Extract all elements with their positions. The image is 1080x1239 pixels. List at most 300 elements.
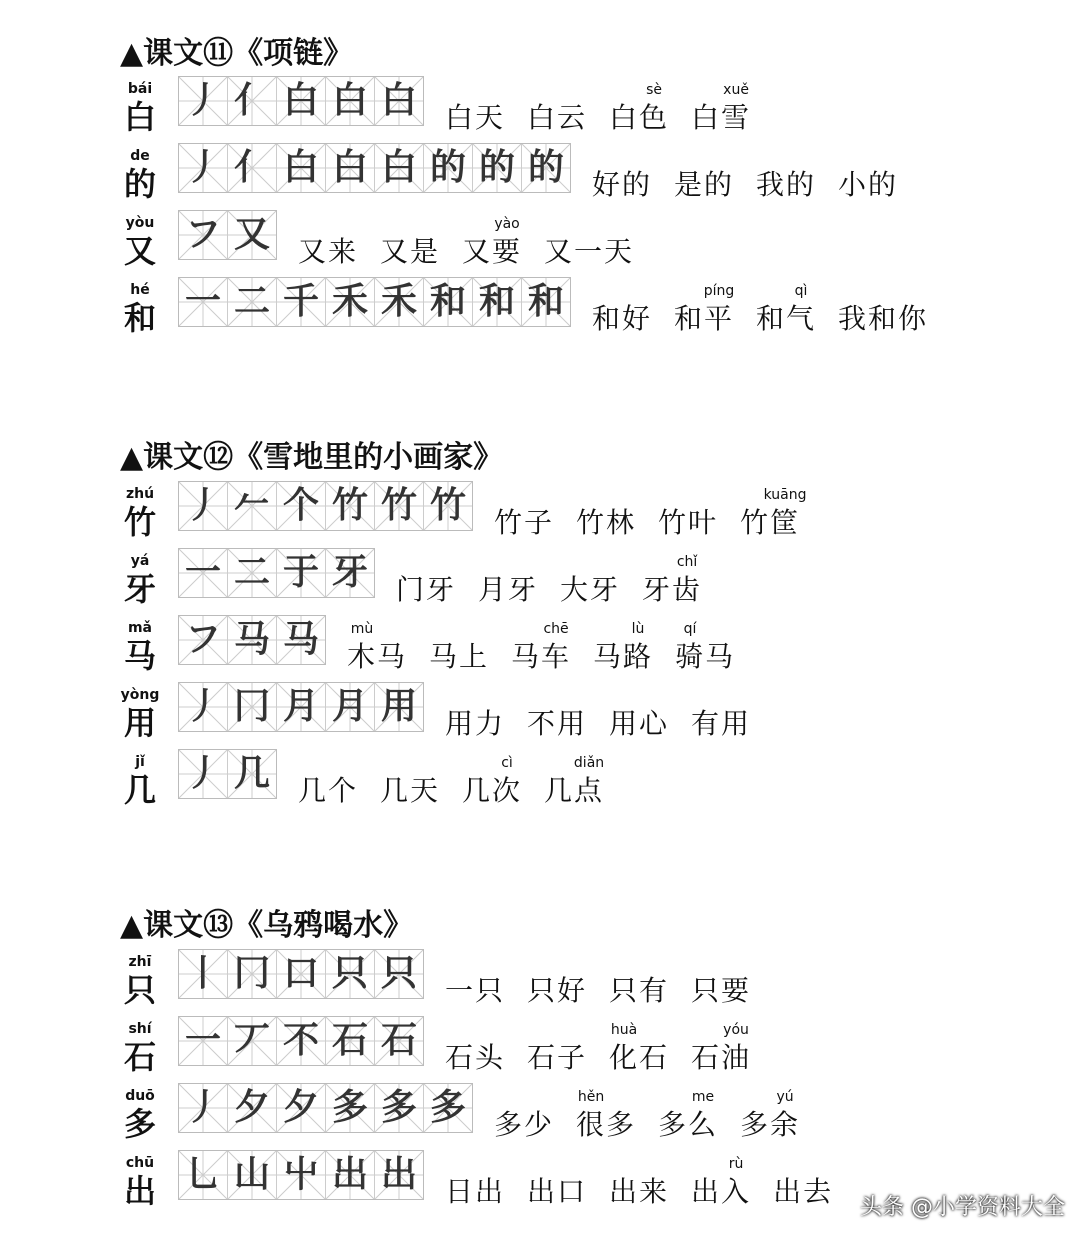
word — [527, 1158, 587, 1212]
word-text: 竹林 — [576, 506, 637, 539]
word — [494, 489, 554, 543]
word — [380, 218, 440, 272]
stroke-step: 白 — [282, 80, 319, 121]
word-pinyin: sè — [646, 82, 662, 98]
stroke-box — [473, 278, 522, 326]
stroke-box — [228, 950, 277, 998]
word — [592, 285, 652, 339]
stroke-step: 夕 — [233, 1087, 270, 1128]
character-head — [120, 753, 160, 809]
character-pinyin: hé — [130, 282, 150, 298]
word-list — [494, 1091, 800, 1145]
character: 又 — [123, 232, 156, 270]
word — [298, 218, 358, 272]
word-text: 出入 — [691, 1175, 752, 1208]
word — [674, 285, 734, 339]
word-pinyin: rù — [728, 1156, 744, 1172]
word-pinyin: yóu — [723, 1022, 749, 1038]
character-head — [120, 281, 160, 337]
word-list — [494, 487, 807, 543]
stroke-box — [277, 616, 325, 664]
stroke-box — [179, 549, 228, 597]
stroke-box — [277, 1084, 326, 1132]
stroke-box — [375, 683, 423, 731]
stroke-step: 马 — [282, 619, 319, 660]
word — [592, 151, 652, 205]
word-pinyin: cì — [501, 755, 513, 771]
character: 的 — [123, 165, 156, 203]
stroke-step: 和 — [478, 281, 515, 322]
stroke-box — [424, 144, 473, 192]
word — [691, 1024, 751, 1078]
stroke-box — [326, 278, 375, 326]
word-pinyin: mù — [350, 621, 374, 637]
stroke-box — [277, 950, 326, 998]
word-pinyin: qí — [683, 621, 697, 637]
character-pinyin: yòu — [125, 215, 155, 231]
stroke-step: 禾 — [331, 281, 368, 322]
stroke-step: 石 — [380, 1020, 417, 1061]
word-text: 有用 — [691, 707, 752, 740]
stroke-step: 的 — [478, 147, 515, 188]
word — [675, 623, 735, 677]
word — [838, 285, 928, 339]
word — [462, 218, 522, 272]
word-text: 只有 — [609, 974, 670, 1007]
stroke-step: フ — [184, 619, 221, 660]
word — [527, 1024, 587, 1078]
word-pinyin: hěn — [577, 1089, 605, 1105]
character-row — [120, 552, 1070, 622]
stroke-step: 夕 — [282, 1087, 319, 1128]
stroke-box — [179, 77, 228, 125]
stroke-step: 冂 — [233, 686, 270, 727]
word — [429, 623, 489, 677]
stroke-step: フ — [184, 214, 221, 255]
word — [445, 84, 505, 138]
word-text: 我和你 — [838, 302, 929, 335]
stroke-order-grid — [178, 277, 571, 327]
word-text: 石油 — [691, 1041, 752, 1074]
stroke-box — [228, 77, 277, 125]
stroke-box — [277, 549, 326, 597]
character-row — [120, 80, 1070, 150]
stroke-box — [179, 482, 228, 530]
word-text: 竹筐 — [740, 506, 801, 539]
word-text: 只好 — [527, 974, 588, 1007]
stroke-box — [228, 1017, 277, 1065]
character: 只 — [123, 971, 156, 1009]
word — [494, 1091, 554, 1145]
stroke-step: 出 — [331, 1154, 368, 1195]
stroke-order-grid — [178, 143, 571, 193]
word — [380, 757, 440, 811]
stroke-step: 多 — [429, 1087, 466, 1128]
word-text: 好的 — [592, 168, 653, 201]
stroke-step: 白 — [331, 147, 368, 188]
word-text: 马上 — [429, 640, 490, 673]
stroke-box — [326, 683, 375, 731]
stroke-box — [326, 1017, 375, 1065]
character-pinyin: chū — [125, 1155, 155, 1171]
stroke-step: 二 — [233, 552, 270, 593]
stroke-step: 丿 — [184, 1087, 221, 1128]
stroke-box — [277, 278, 326, 326]
word-text: 门牙 — [396, 573, 457, 606]
word-text: 我的 — [756, 168, 817, 201]
character-head — [120, 953, 160, 1009]
word-pinyin: chǐ — [676, 554, 698, 570]
stroke-box — [326, 950, 375, 998]
word-list — [445, 1158, 833, 1212]
character-pinyin: mǎ — [127, 620, 153, 636]
word — [756, 151, 816, 205]
character-row — [120, 214, 1070, 284]
stroke-order-grid — [178, 615, 326, 665]
stroke-box — [522, 278, 570, 326]
stroke-order-grid — [178, 548, 375, 598]
character-pinyin: jǐ — [135, 754, 145, 770]
word-text: 不用 — [527, 707, 588, 740]
stroke-box — [522, 144, 570, 192]
word-text: 用心 — [609, 707, 670, 740]
stroke-step: 丿 — [184, 485, 221, 526]
stroke-step: 月 — [331, 686, 368, 727]
stroke-step: 和 — [527, 281, 564, 322]
word-text: 小的 — [838, 168, 899, 201]
word — [740, 487, 807, 543]
word-text: 又是 — [380, 235, 441, 268]
stroke-box — [326, 482, 375, 530]
word — [511, 623, 571, 677]
word-text: 出口 — [527, 1175, 588, 1208]
word-text: 石子 — [527, 1041, 588, 1074]
character-head — [120, 1020, 160, 1076]
stroke-step: 只 — [331, 953, 368, 994]
stroke-box — [179, 616, 228, 664]
word — [527, 690, 587, 744]
word-list — [347, 623, 735, 677]
word — [347, 623, 407, 677]
word-list — [298, 218, 634, 272]
stroke-step: 的 — [527, 147, 564, 188]
stroke-order-grid — [178, 949, 424, 999]
stroke-step: 于 — [282, 552, 319, 593]
word-text: 多少 — [494, 1108, 555, 1141]
word-list — [445, 957, 751, 1011]
word-pinyin: qì — [794, 283, 808, 299]
word — [544, 757, 604, 811]
section-title: ▲课文⑫《雪地里的小画家》 — [120, 440, 504, 475]
stroke-step: 千 — [282, 281, 319, 322]
word-text: 化石 — [609, 1041, 670, 1074]
stroke-step: 马 — [233, 619, 270, 660]
word — [609, 1024, 669, 1078]
word-text: 和好 — [592, 302, 653, 335]
stroke-step: 只 — [380, 953, 417, 994]
stroke-step: 亻 — [233, 147, 270, 188]
stroke-box — [326, 144, 375, 192]
stroke-step: 的 — [429, 147, 466, 188]
stroke-box — [228, 549, 277, 597]
word-text: 几个 — [298, 774, 359, 807]
stroke-box — [179, 144, 228, 192]
word — [576, 1091, 636, 1145]
word-text: 白天 — [445, 101, 506, 134]
stroke-box — [228, 1151, 277, 1199]
word-text: 多么 — [658, 1108, 719, 1141]
character-row — [120, 147, 1070, 217]
character-pinyin: de — [130, 148, 150, 164]
word-text: 用力 — [445, 707, 506, 740]
stroke-step: 丿 — [184, 753, 221, 794]
stroke-step: 白 — [380, 147, 417, 188]
stroke-step: 丿 — [184, 147, 221, 188]
stroke-box — [375, 950, 423, 998]
word — [544, 218, 634, 272]
section-title: ▲课文⑬《乌鸦喝水》 — [120, 908, 414, 943]
word — [642, 556, 702, 610]
word-text: 竹叶 — [658, 506, 719, 539]
character-head — [120, 686, 160, 742]
word — [609, 84, 669, 138]
word — [609, 690, 669, 744]
stroke-box — [375, 482, 424, 530]
stroke-step: 白 — [282, 147, 319, 188]
stroke-box — [277, 683, 326, 731]
stroke-step: 个 — [282, 485, 319, 526]
stroke-step: 乚 — [184, 1154, 221, 1195]
word-pinyin: me — [691, 1089, 715, 1105]
stroke-step: 牙 — [331, 552, 368, 593]
stroke-box — [277, 144, 326, 192]
stroke-step: 丿 — [184, 686, 221, 727]
word-text: 月牙 — [478, 573, 539, 606]
character-head — [120, 1087, 160, 1143]
stroke-order-grid — [178, 1016, 424, 1066]
stroke-box — [326, 1151, 375, 1199]
word — [478, 556, 538, 610]
character-head — [120, 80, 160, 136]
word — [445, 1024, 505, 1078]
character-row — [120, 686, 1070, 756]
stroke-step: 几 — [233, 753, 270, 794]
character-pinyin: zhú — [125, 486, 155, 502]
stroke-step: 不 — [282, 1020, 319, 1061]
stroke-box — [375, 1084, 424, 1132]
character: 出 — [123, 1172, 156, 1210]
word — [773, 1158, 833, 1212]
stroke-box — [326, 1084, 375, 1132]
word-text: 出来 — [609, 1175, 670, 1208]
stroke-step: 用 — [380, 686, 417, 727]
word — [593, 623, 653, 677]
word — [691, 690, 751, 744]
word-text: 马车 — [511, 640, 572, 673]
word-text: 竹子 — [494, 506, 555, 539]
stroke-step: 白 — [380, 80, 417, 121]
character-pinyin: yá — [130, 553, 150, 569]
word — [527, 957, 587, 1011]
stroke-box — [277, 482, 326, 530]
word — [838, 151, 898, 205]
word — [560, 556, 620, 610]
stroke-order-grid — [178, 682, 424, 732]
word — [674, 151, 734, 205]
word-text: 很多 — [576, 1108, 637, 1141]
stroke-order-grid — [178, 749, 277, 799]
stroke-box — [179, 683, 228, 731]
word — [691, 957, 751, 1011]
stroke-step: 竹 — [380, 485, 417, 526]
stroke-box — [228, 211, 276, 259]
stroke-step: 多 — [331, 1087, 368, 1128]
stroke-step: 山 — [233, 1154, 270, 1195]
character-row — [120, 1087, 1070, 1157]
word — [691, 84, 751, 138]
word-pinyin: kuāng — [763, 487, 807, 503]
character: 多 — [123, 1105, 156, 1143]
word-pinyin: huà — [610, 1022, 638, 1038]
character: 马 — [123, 637, 156, 675]
word-pinyin: chē — [543, 621, 569, 637]
word — [576, 489, 636, 543]
stroke-box — [375, 278, 424, 326]
stroke-box — [277, 1151, 326, 1199]
character-head — [120, 147, 160, 203]
character-row — [120, 619, 1070, 689]
stroke-step: 𠂉 — [233, 485, 270, 526]
character-head — [120, 485, 160, 541]
word-text: 一只 — [445, 974, 506, 1007]
word-list — [445, 84, 751, 138]
stroke-step: 丨 — [184, 953, 221, 994]
stroke-step: 丆 — [233, 1020, 270, 1061]
stroke-box — [179, 750, 228, 798]
character: 用 — [123, 704, 156, 742]
word-text: 又一天 — [544, 235, 635, 268]
stroke-box — [375, 77, 423, 125]
word-list — [396, 556, 702, 610]
word-text: 白雪 — [691, 101, 752, 134]
stroke-box — [179, 1151, 228, 1199]
word-pinyin: píng — [703, 283, 735, 299]
word-text: 和平 — [674, 302, 735, 335]
stroke-box — [179, 211, 228, 259]
word — [462, 757, 522, 811]
stroke-box — [179, 278, 228, 326]
stroke-box — [179, 1084, 228, 1132]
word — [756, 285, 816, 339]
stroke-box — [326, 77, 375, 125]
stroke-step: 亻 — [233, 80, 270, 121]
stroke-step: 又 — [233, 214, 270, 255]
word-text: 出去 — [773, 1175, 834, 1208]
character-row — [120, 953, 1070, 1023]
word-list — [445, 690, 751, 744]
stroke-box — [326, 549, 374, 597]
stroke-step: 一 — [184, 552, 221, 593]
word-pinyin: lù — [631, 621, 645, 637]
word-list — [445, 1024, 751, 1078]
character: 牙 — [123, 570, 156, 608]
stroke-step: 多 — [380, 1087, 417, 1128]
stroke-box — [228, 144, 277, 192]
word-text: 马路 — [593, 640, 654, 673]
character-pinyin: yòng — [120, 687, 160, 703]
stroke-step: 竹 — [331, 485, 368, 526]
stroke-order-grid — [178, 76, 424, 126]
word-pinyin: diǎn — [573, 755, 605, 771]
word-list — [592, 285, 928, 339]
stroke-order-grid — [178, 1083, 473, 1133]
character-head — [120, 1154, 160, 1210]
stroke-box — [375, 1017, 423, 1065]
character: 和 — [123, 299, 156, 337]
stroke-order-grid — [178, 210, 277, 260]
stroke-box — [277, 77, 326, 125]
stroke-step: 冂 — [233, 953, 270, 994]
word-text: 白云 — [527, 101, 588, 134]
word — [527, 84, 587, 138]
word-text: 又来 — [298, 235, 359, 268]
stroke-box — [228, 482, 277, 530]
word — [740, 1091, 800, 1145]
character-pinyin: bái — [127, 81, 153, 97]
stroke-step: 丿 — [184, 80, 221, 121]
word-text: 只要 — [691, 974, 752, 1007]
word-text: 是的 — [674, 168, 735, 201]
stroke-box — [228, 683, 277, 731]
character-pinyin: duō — [125, 1088, 155, 1104]
stroke-box — [179, 1017, 228, 1065]
stroke-step: 一 — [184, 1020, 221, 1061]
stroke-box — [424, 278, 473, 326]
word-pinyin: yú — [776, 1089, 794, 1105]
word-text: 牙齿 — [642, 573, 703, 606]
stroke-step: 口 — [282, 953, 319, 994]
character: 竹 — [123, 503, 156, 541]
word — [609, 1158, 669, 1212]
character: 石 — [123, 1038, 156, 1076]
word-text: 木马 — [347, 640, 408, 673]
word-text: 白色 — [609, 101, 670, 134]
stroke-box — [375, 1151, 423, 1199]
stroke-step: 白 — [331, 80, 368, 121]
stroke-step: 二 — [233, 281, 270, 322]
stroke-box — [228, 750, 276, 798]
stroke-box — [424, 1084, 472, 1132]
stroke-step: 石 — [331, 1020, 368, 1061]
word-text: 多余 — [740, 1108, 801, 1141]
word-text: 又要 — [462, 235, 523, 268]
word — [445, 1158, 505, 1212]
stroke-box — [375, 144, 424, 192]
stroke-step: 出 — [380, 1154, 417, 1195]
word — [658, 1091, 718, 1145]
stroke-box — [424, 482, 472, 530]
character-row — [120, 485, 1070, 555]
word — [396, 556, 456, 610]
character-pinyin: shí — [128, 1021, 152, 1037]
character-row — [120, 753, 1070, 823]
stroke-order-grid — [178, 1150, 424, 1200]
word-text: 和气 — [756, 302, 817, 335]
stroke-order-grid — [178, 481, 473, 531]
stroke-step: 竹 — [429, 485, 466, 526]
character-pinyin: zhī — [128, 954, 152, 970]
word-text: 大牙 — [560, 573, 621, 606]
